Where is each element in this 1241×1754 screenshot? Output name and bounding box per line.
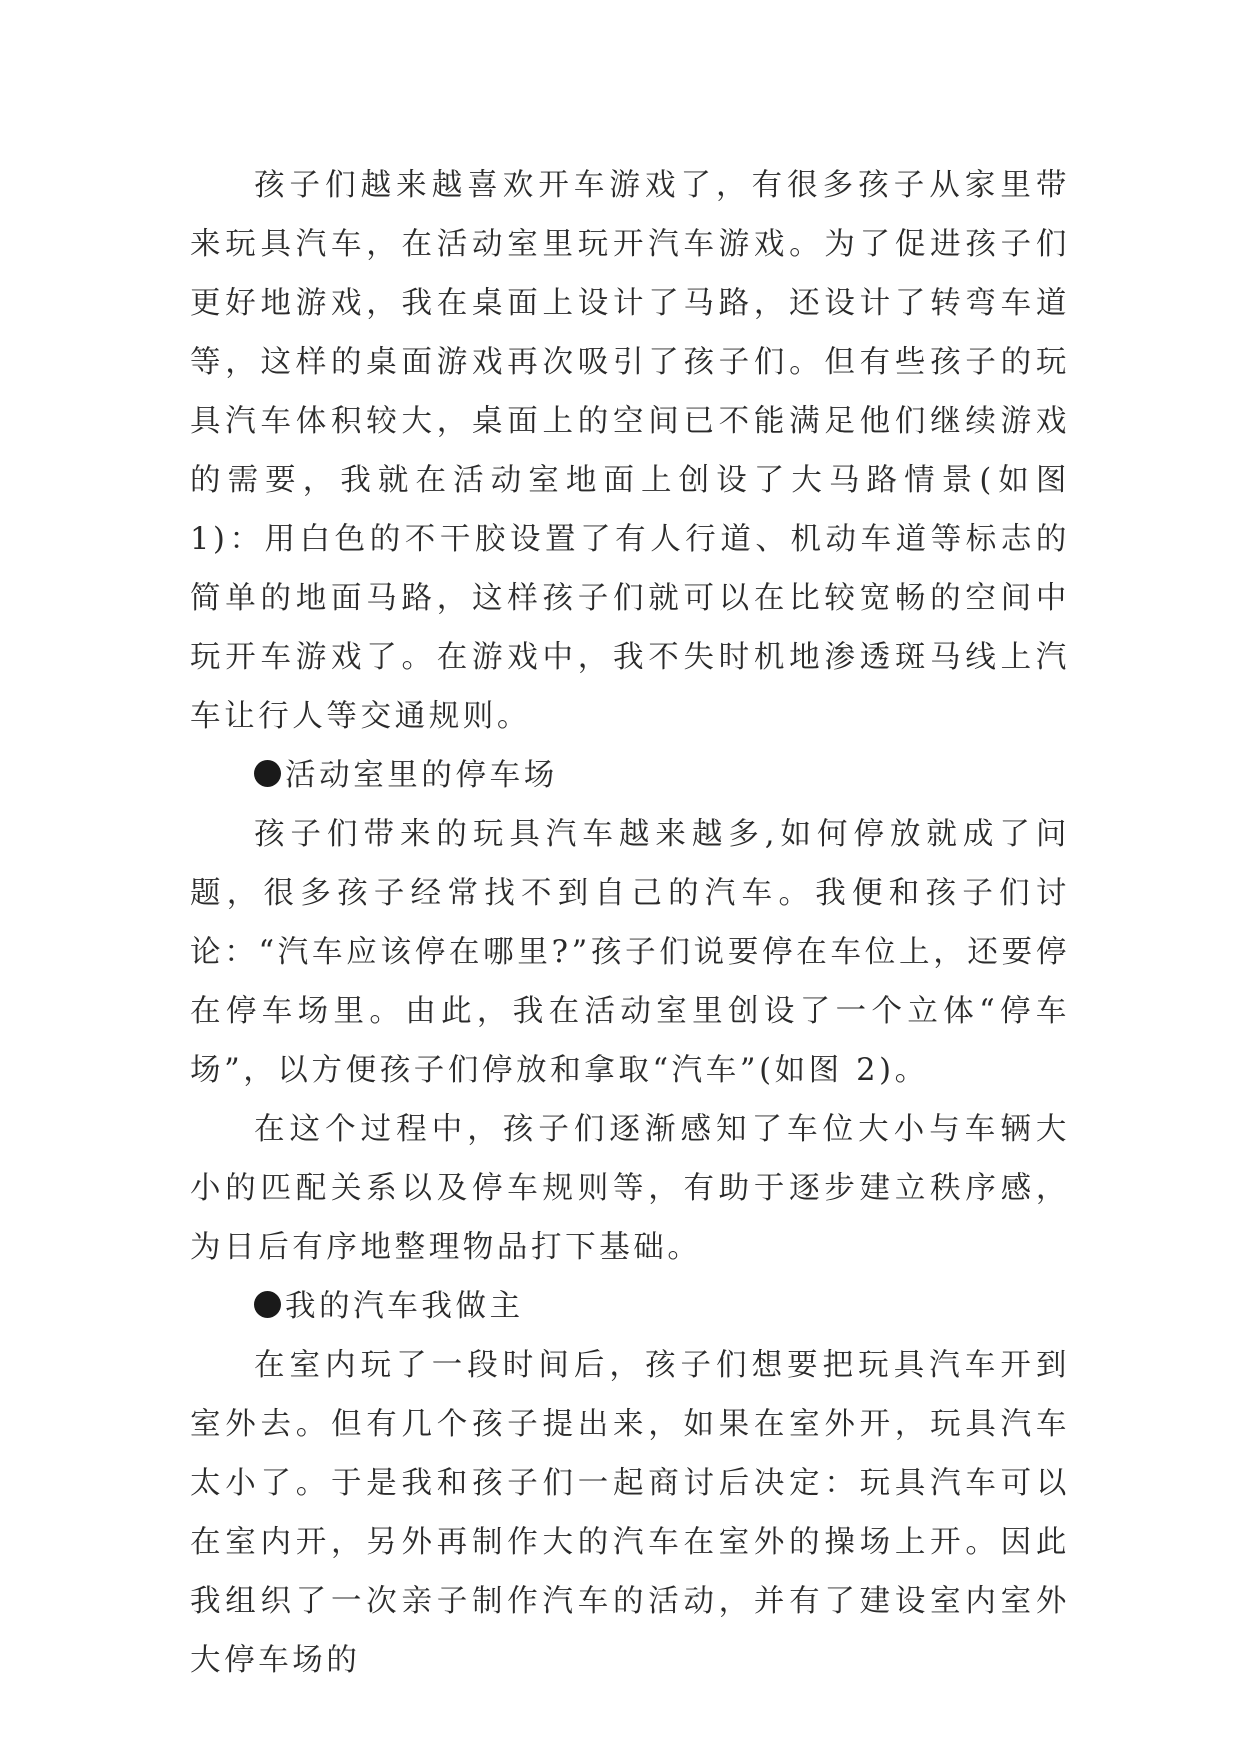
bullet-dot-icon (254, 1291, 281, 1318)
paragraph-outdoor-cars: 在室内玩了一段时间后，孩子们想要把玩具汽车开到室外去。但有几个孩子提出来，如果在室外开，玩具汽车太小了。于是我和孩子们一起商讨后决定：玩具汽车可以在室内开，另外再制作大的汽车在室外的操场上开。因此我组织了一次亲子制作汽车的活动，并有了建设室内室外大停车场的 (190, 1348, 1070, 1678)
paragraph-road-scene: 孩子们越来越喜欢开车游戏了，有很多孩子从家里带来玩具汽车，在活动室里玩开汽车游戏。为了促进孩子们更好地游戏，我在桌面上设计了马路，还设计了转弯车道等，这样的桌面游戏再次吸引了孩子们。但有些孩子的玩具汽车体积较大，桌面上的空间已不能满足他们继续游戏的需要，我就在活动室地面上创设了大马路情景(如图 1)：用白色的不干胶设置了有人行道、机动车道等标志的简单的地面马路，这样孩子们就可以在比较宽畅的空间中玩开车游戏了。在游戏中，我不失时机地渗透斑马线上汽车让行人等交通规则。 (190, 168, 1070, 734)
section-heading-text: 活动室里的停车场 (285, 758, 558, 793)
bullet-dot-icon (254, 760, 281, 787)
paragraph-order-sense: 在这个过程中，孩子们逐渐感知了车位大小与车辆大小的匹配关系以及停车规则等，有助于逐步建立秩序感，为日后有序地整理物品打下基础。 (190, 1112, 1070, 1265)
section-heading-parking-lot (190, 746, 1070, 805)
section-heading-text: 我的汽车我做主 (285, 1289, 524, 1324)
document-body (190, 156, 1070, 1690)
section-heading-my-car (190, 1277, 1070, 1336)
paragraph-parking-discussion: 孩子们带来的玩具汽车越来越多,如何停放就成了问题，很多孩子经常找不到自己的汽车。我便和孩子们讨论：“汽车应该停在哪里?”孩子们说要停在车位上，还要停在停车场里。由此，我在活动室里创设了一个立体“停车场”，以方便孩子们停放和拿取“汽车”(如图 2)。 (190, 817, 1070, 1088)
